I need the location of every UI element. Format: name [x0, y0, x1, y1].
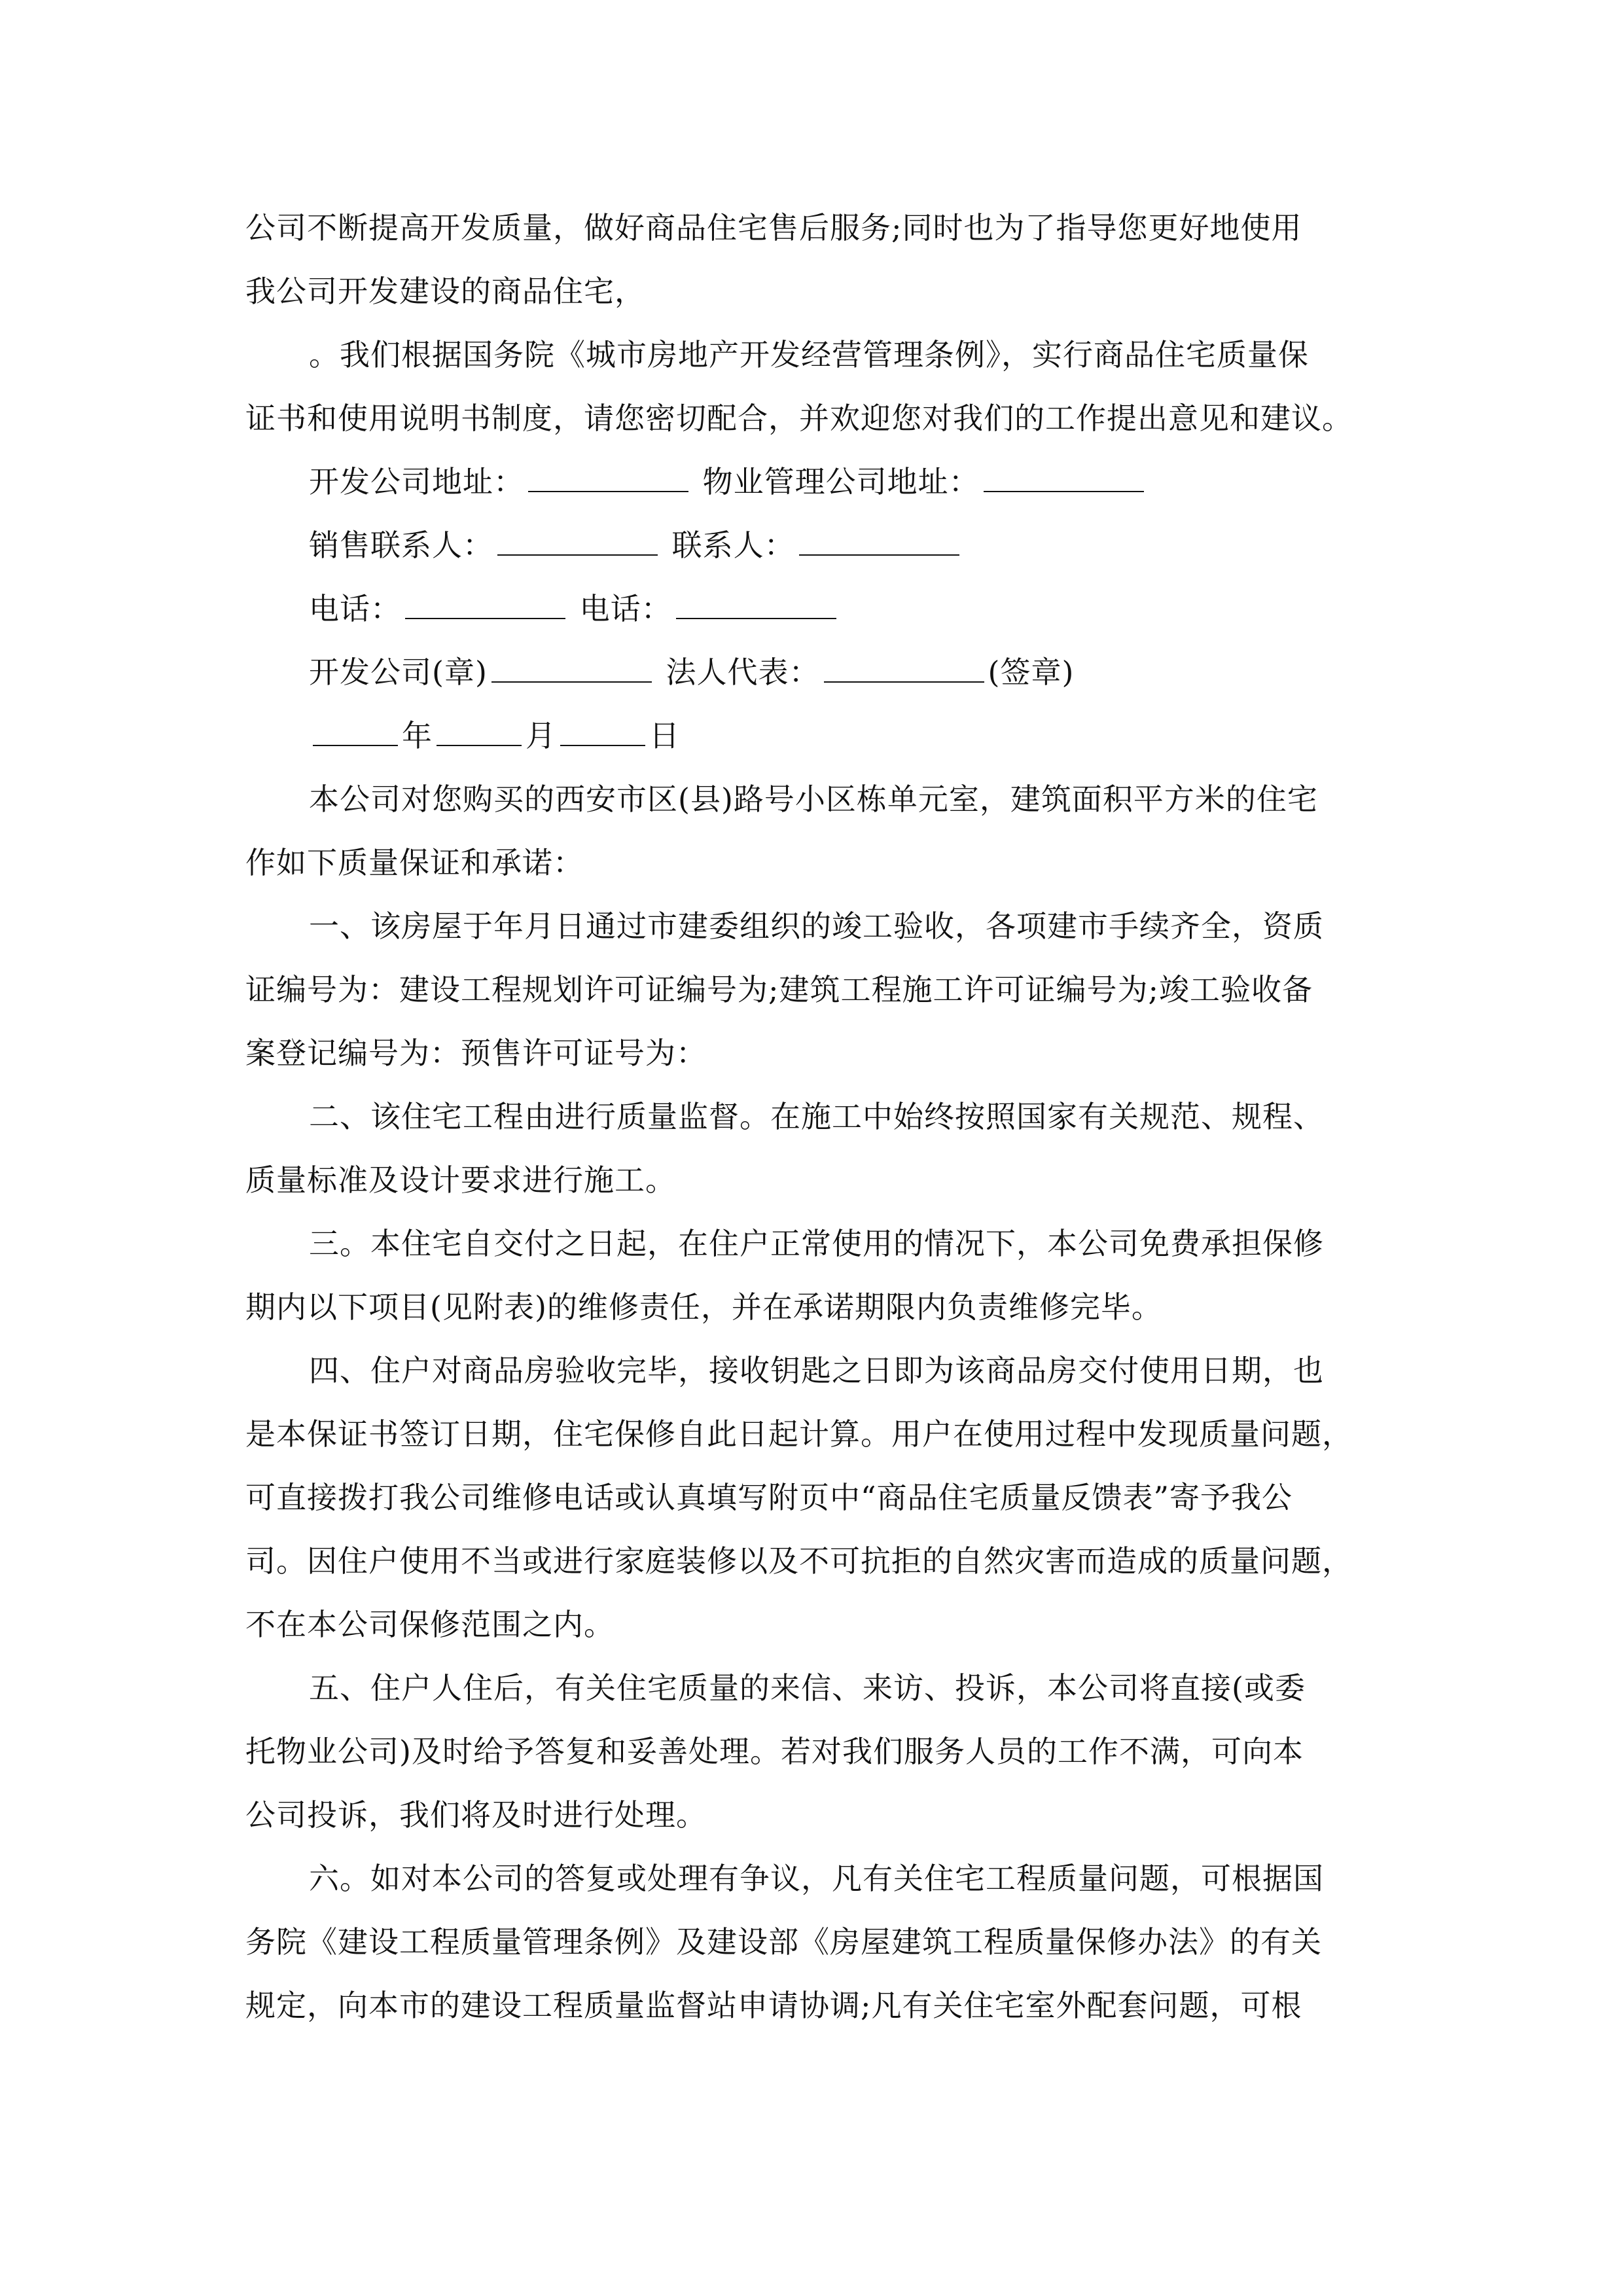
- paragraph-line: 我公司开发建设的商品住宅，: [245, 274, 645, 309]
- day-label: 日: [649, 718, 680, 753]
- paragraph-line: 一、该房屋于年月日通过市建委组织的竣工验收，各项建市手续齐全，资质: [309, 908, 1324, 944]
- day-blank[interactable]: [560, 717, 645, 746]
- paragraph-line: 务院《建设工程质量管理条例》及建设部《房屋建筑工程质量保修办法》的有关: [245, 1924, 1322, 1960]
- phone-blank-1[interactable]: [405, 590, 565, 619]
- legal-rep-blank[interactable]: [824, 654, 984, 683]
- dev-company-seal-label: 开发公司(章): [309, 655, 488, 690]
- contact-blank[interactable]: [799, 527, 959, 556]
- paragraph-line: 五、住户人住后，有关住宅质量的来信、来访、投诉，本公司将直接(或委: [309, 1670, 1306, 1706]
- paragraph-line: 三。本住宅自交付之日起，在住户正常使用的情况下，本公司免费承担保修: [309, 1226, 1324, 1261]
- signature-label: (签章): [988, 655, 1075, 690]
- seal-blank[interactable]: [491, 654, 652, 683]
- paragraph-line: 六。如对本公司的答复或处理有争议，凡有关住宅工程质量问题，可根据国: [309, 1861, 1324, 1896]
- paragraph-line: 本公司对您购买的西安市区(县)路号小区栋单元室，建筑面积平方米的住宅: [309, 781, 1318, 817]
- paragraph-line: 质量标准及设计要求进行施工。: [245, 1162, 676, 1198]
- paragraph-line: 可直接拨打我公司维修电话或认真填写附页中“商品住宅质量反馈表”寄予我公: [245, 1480, 1293, 1515]
- year-label: 年: [402, 718, 433, 753]
- paragraph-line: 公司投诉，我们将及时进行处理。: [245, 1797, 707, 1833]
- paragraph-line: 二、该住宅工程由进行质量监督。在施工中始终按照国家有关规范、规程、: [309, 1099, 1324, 1134]
- sales-contact-blank[interactable]: [497, 527, 658, 556]
- property-address-blank[interactable]: [984, 463, 1144, 492]
- form-row-seal: [245, 641, 1384, 704]
- sales-contact-label: 销售联系人：: [309, 528, 493, 563]
- paragraph-line: 。我们根据国务院《城市房地产开发经营管理条例》，实行商品住宅质量保: [309, 337, 1309, 372]
- form-row-phone: [245, 577, 1384, 641]
- document-body: [245, 196, 1384, 2037]
- paragraph-line: 作如下质量保证和承诺：: [245, 845, 584, 880]
- form-row-contact: [245, 514, 1384, 577]
- contact-label: 联系人：: [671, 528, 795, 563]
- paragraph-line: 证书和使用说明书制度，请您密切配合，并欢迎您对我们的工作提出意见和建议。: [245, 401, 1353, 436]
- paragraph-line: 规定，向本市的建设工程质量监督站申请协调;凡有关住宅室外配套问题，可根: [245, 1988, 1302, 2023]
- paragraph-line: 司。因住户使用不当或进行家庭装修以及不可抗拒的自然灾害而造成的质量问题，: [245, 1543, 1353, 1579]
- paragraph-line: 不在本公司保修范围之内。: [245, 1607, 615, 1642]
- legal-rep-label: 法人代表：: [666, 655, 820, 690]
- dev-address-label: 开发公司地址：: [309, 464, 524, 499]
- paragraph-line: 证编号为：建设工程规划许可证编号为;建筑工程施工许可证编号为;竣工验收备: [245, 972, 1313, 1007]
- paragraph-line: 四、住户对商品房验收完毕，接收钥匙之日即为该商品房交付使用日期，也: [309, 1353, 1324, 1388]
- dev-address-blank[interactable]: [528, 463, 688, 492]
- paragraph-line: 期内以下项目(见附表)的维修责任，并在承诺期限内负责维修完毕。: [245, 1289, 1162, 1325]
- paragraph-line: 托物业公司)及时给予答复和妥善处理。若对我们服务人员的工作不满，可向本: [245, 1734, 1304, 1769]
- phone-label-2: 电话：: [579, 591, 672, 626]
- paragraph-line: 公司不断提高开发质量，做好商品住宅售后服务;同时也为了指导您更好地使用: [245, 210, 1302, 245]
- month-blank[interactable]: [437, 717, 522, 746]
- month-label: 月: [526, 718, 556, 753]
- form-row-date: [245, 704, 1384, 768]
- phone-label-1: 电话：: [309, 591, 401, 626]
- paragraph-line: 是本保证书签订日期，住宅保修自此日起计算。用户在使用过程中发现质量问题，: [245, 1416, 1353, 1452]
- paragraph-line: 案登记编号为：预售许可证号为：: [245, 1035, 707, 1071]
- year-blank[interactable]: [313, 717, 398, 746]
- property-address-label: 物业管理公司地址：: [702, 464, 980, 499]
- phone-blank-2[interactable]: [676, 590, 836, 619]
- form-row-address: [245, 450, 1384, 514]
